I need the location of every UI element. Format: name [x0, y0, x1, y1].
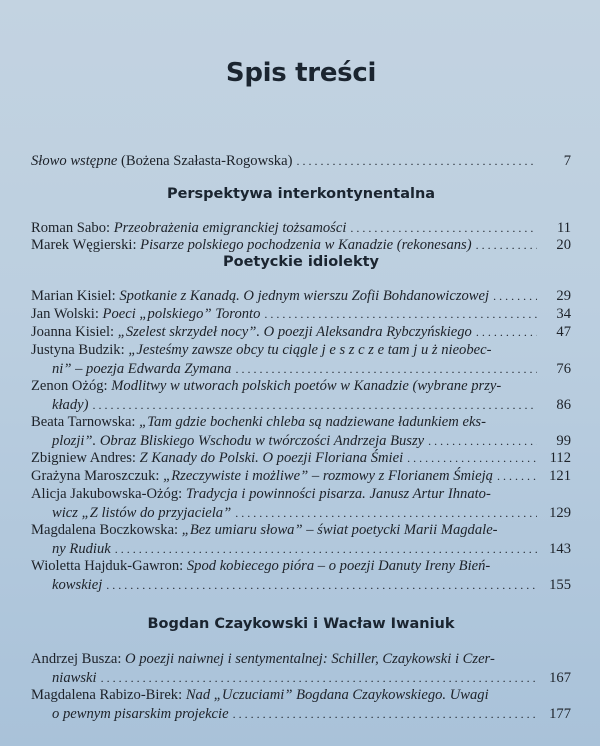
toc-entry	[31, 305, 571, 324]
page-number: 11	[556, 220, 571, 236]
entry-title-cont: ny Rudiuk	[52, 540, 111, 557]
section-heading: Perspektywa interkontynentalna	[166, 186, 436, 202]
page-number: 155	[549, 576, 571, 593]
leader-dots	[350, 219, 537, 238]
section-heading: Poetyckie idiolekty	[222, 254, 379, 270]
page-number: 29	[556, 288, 571, 304]
entry-title: Tradycja i powinności pisarza. Janusz Artur Ihnato-	[185, 486, 491, 502]
entry-author: Marek Węgierski:	[31, 237, 137, 253]
entry-title: Przeobrażenia emigranckiej tożsamości	[113, 220, 347, 236]
entry-title-cont: ni” – poezja Edwarda Zymana	[52, 360, 232, 377]
entry-title: Pisarze polskiego pochodzenia w Kanadzie (rekonesans)	[140, 237, 472, 253]
page-number: 47	[556, 324, 571, 340]
page-number: 99	[556, 432, 571, 449]
leader-dots	[428, 432, 537, 451]
entry-title: Słowo wstępne	[31, 153, 118, 169]
toc-entry	[31, 449, 571, 468]
page-number: 34	[556, 306, 571, 322]
page-number: 143	[549, 540, 571, 557]
toc-entry	[31, 467, 571, 486]
toc-entry	[31, 323, 571, 342]
entry-title-cont: niawski	[52, 669, 97, 686]
entry-title: „Bez umiaru słowa” – świat poetycki Marii Magdale-	[181, 522, 498, 538]
toc-entry	[31, 287, 571, 306]
entry-author: Wioletta Hajduk-Gawron:	[31, 558, 184, 574]
entry-author: Roman Sabo:	[31, 220, 111, 236]
entry-title: Z Kanady do Polski. O poezji Floriana Śmiei	[139, 450, 404, 466]
entry-author: Joanna Kisiel:	[31, 324, 115, 340]
entry-author: Grażyna Maroszczuk:	[31, 468, 160, 484]
entry-author: Magdalena Rabizo-Birek:	[31, 687, 183, 703]
leader-dots	[101, 669, 537, 688]
page-number: 177	[549, 705, 571, 722]
entry-title: O poezji naiwnej i sentymentalnej: Schiller, Czaykowski i Czer-	[125, 651, 495, 667]
leader-dots	[407, 449, 537, 468]
entry-author: (Bożena Szałasta-Rogowska)	[121, 153, 293, 169]
entry-author: Alicja Jakubowska-Ożóg:	[31, 486, 183, 502]
entry-author: Marian Kisiel:	[31, 288, 116, 304]
entry-author: Jan Wolski:	[31, 306, 99, 322]
entry-title: „Szelest skrzydeł nocy”. O poezji Aleksandra Rybczyńskiego	[117, 324, 472, 340]
page-number: 121	[549, 468, 571, 484]
page-number: 129	[549, 504, 571, 521]
entry-title: Nad „Uczuciami” Bogdana Czaykowskiego. Uwagi	[185, 687, 489, 703]
page-number: 76	[556, 360, 571, 377]
entry-author: Andrzej Busza:	[31, 651, 122, 667]
toc-entry	[31, 236, 571, 255]
entry-title: Poeci „polskiego” Toronto	[102, 306, 261, 322]
entry-title-cont: kłady)	[52, 396, 89, 413]
leader-dots	[235, 360, 537, 379]
page-number: 167	[549, 669, 571, 686]
page-title: Spis treści	[225, 58, 377, 88]
entry-title: „Tam gdzie bochenki chleba są nadziewane ładunkiem eks-	[139, 414, 486, 430]
leader-dots	[476, 236, 537, 255]
entry-title: Modlitwy w utworach polskich poetów w Kanadzie (wybrane przy-	[111, 378, 502, 394]
toc-entry	[31, 377, 571, 414]
entry-title: „Jesteśmy zawsze obcy tu ciągle j e s z c z e tam j u ż nieobec-	[128, 342, 492, 358]
entry-title-cont: o pewnym pisarskim projekcie	[52, 705, 229, 722]
entry-title-cont: plozji”. Obraz Bliskiego Wschodu w twórczości Andrzeja Buszy	[52, 432, 425, 449]
toc-entry-intro	[31, 152, 571, 171]
entry-title-cont: wicz „Z listów do przyjaciela”	[52, 504, 232, 521]
leader-dots	[233, 705, 537, 724]
leader-dots	[106, 576, 537, 595]
entry-author: Zenon Ożóg:	[31, 378, 108, 394]
leader-dots	[92, 396, 537, 415]
toc-entry	[31, 557, 571, 594]
entry-title: Spod kobiecego pióra – o poezji Danuty Ireny Bień-	[186, 558, 491, 574]
entry-author: Beata Tarnowska:	[31, 414, 136, 430]
leader-dots	[115, 540, 537, 559]
toc-entry	[31, 485, 571, 522]
leader-dots	[235, 504, 537, 523]
toc-entry	[31, 650, 571, 687]
leader-dots	[497, 467, 537, 486]
entry-title: Spotkanie z Kanadą. O jednym wierszu Zofii Bohdanowiczowej	[119, 288, 490, 304]
toc-entry	[31, 686, 571, 723]
page-number: 7	[563, 153, 571, 169]
leader-dots	[476, 323, 537, 342]
leader-dots	[264, 305, 537, 324]
entry-author: Magdalena Boczkowska:	[31, 522, 179, 538]
toc-entry	[31, 413, 571, 450]
entry-author: Zbigniew Andres:	[31, 450, 136, 466]
toc-entry	[31, 521, 571, 558]
section-heading: Bogdan Czaykowski i Wacław Iwaniuk	[147, 616, 455, 632]
entry-author: Justyna Budzik:	[31, 342, 125, 358]
toc-entry	[31, 341, 571, 378]
toc-entry	[31, 219, 571, 238]
leader-dots	[296, 152, 537, 171]
entry-title-cont: kowskiej	[52, 576, 103, 593]
entry-title: „Rzeczywiste i możliwe” – rozmowy z Florianem Śmieją	[163, 468, 493, 484]
page-number: 86	[556, 396, 571, 413]
page-number: 112	[549, 450, 571, 466]
leader-dots	[493, 287, 537, 306]
page-number: 20	[556, 237, 571, 253]
